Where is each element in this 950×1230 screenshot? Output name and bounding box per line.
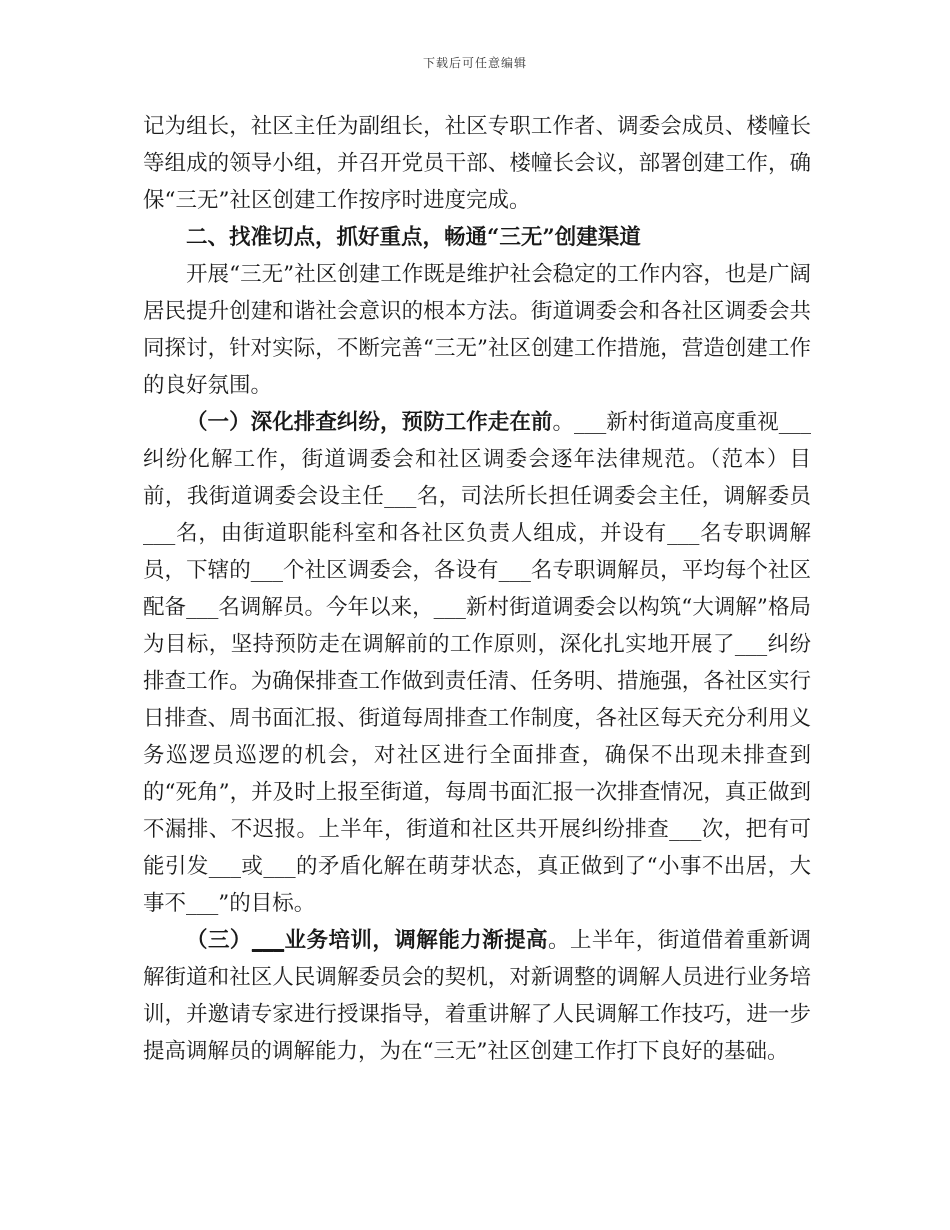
subheading-1: （一）深化排查纠纷，预防工作走在前 xyxy=(186,410,553,435)
page-header-note: 下载后可任意编辑 xyxy=(422,56,527,70)
subheading-3-prefix: （三） xyxy=(186,928,252,953)
paragraph-dispute-screening-text: 。___新村街道高度重视___纠纷化解工作，街道调委会和社区调委会逐年法律规范。（范本）目前，我街道调委会设主任___名，司法所长担任调委会主任，调解委员___名，由街道职能科室和各社区负责人组成，并设有___名专职调解员，下辖的___个社区调委会，各设有___名专职调解员，平均每个社区配备___名调解员。今年以来，___新村街道调委会以构筑“大调解”格局为目标，坚持预防走在调解前的工作原则，深化扎实地开展了___纠纷排查工作。为确保排查工作做到责任清、任务明、措施强，各社区实行日排查、周书面汇报、街道每周排查工作制度，各社区每天充分利用义务巡逻员巡逻的机会，对社区进行全面排查，确保不出现未排查到的“死角”，并及时上报至街道，每周书面汇报一次排查情况，真正做到不漏排、不迟报。上半年，街道和社区共开展纠纷排查___次，把有可能引发___或___的矛盾化解在萌芽状态，真正做到了“小事不出居，大事不___”的目标。 xyxy=(143,410,811,916)
subheading-3: 业务培训，调解能力渐提高 xyxy=(284,928,548,953)
paragraph-business-training-text: 。上半年，街道借着重新调解街道和社区人民调解委员会的契机，对新调整的调解人员进行业务培训，并邀请专家进行授课指导，着重讲解了人民调解工作技巧，进一步提高调解员的调解能力，为在“三无”社区创建工作打下良好的基础。 xyxy=(143,928,811,1064)
subheading-3-blank: ___ xyxy=(251,928,285,953)
paragraph-dispute-screening xyxy=(143,404,811,922)
paragraph-business-training xyxy=(143,922,811,1070)
paragraph-leadership-group: 记为组长，社区主任为副组长，社区专职工作者、调委会成员、楼幢长等组成的领导小组，并召开党员干部、楼幢长会议，部署创建工作，确保“三无”社区创建工作按序时进度完成。 xyxy=(143,114,811,213)
section-heading-2: 二、找准切点，抓好重点，畅通“三无”创建渠道 xyxy=(186,225,641,250)
paragraph-creation-intro: 开展“三无”社区创建工作既是维护社会稳定的工作内容，也是广阔居民提升创建和谐社会意识的根本方法。街道调委会和各社区调委会共同探讨，针对实际，不断完善“三无”社区创建工作措施，营造创建工作的良好氛围。 xyxy=(143,262,811,398)
document-body xyxy=(143,108,811,1070)
